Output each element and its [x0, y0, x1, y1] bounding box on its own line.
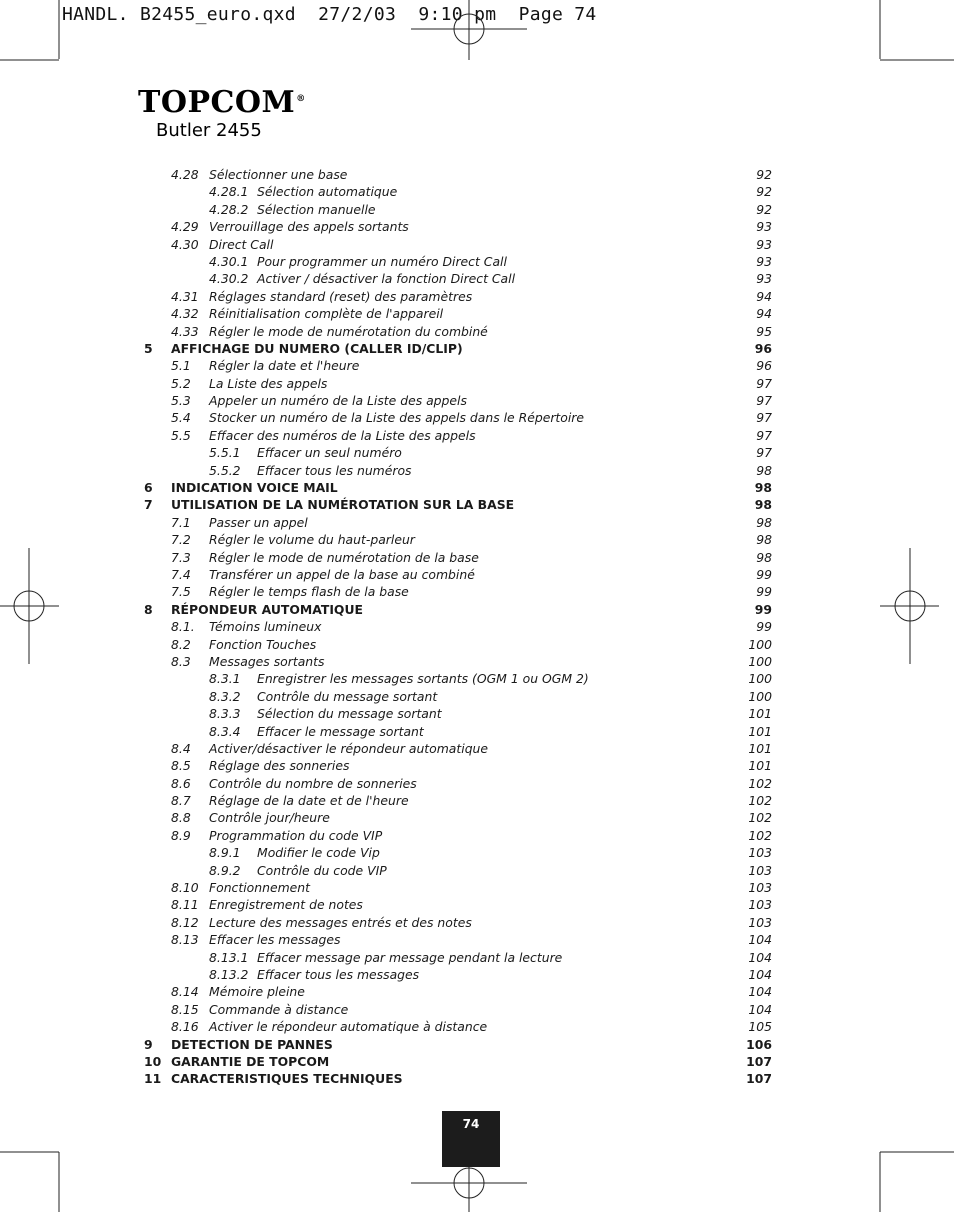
toc-entry — [0, 566, 954, 583]
toc-entry-num: 8.1. — [171, 619, 195, 635]
toc-entry — [0, 844, 954, 861]
toc-entry-title: Lecture des messages entrés et des notes — [209, 914, 472, 930]
toc-entry-title: Contrôle du code VIP — [257, 862, 387, 878]
toc-entry-num: 8.3.1 — [209, 671, 241, 687]
toc-entry-title: Effacer tous les numéros — [257, 462, 412, 478]
toc-entry — [0, 723, 954, 740]
toc-entry-num: 4.30 — [171, 236, 199, 252]
toc-entry-page: 97 — [756, 427, 772, 443]
page-number: 74 — [462, 1117, 480, 1131]
toc-entry-num: 11 — [144, 1071, 162, 1087]
toc-entry — [0, 705, 954, 722]
toc-entry-title: Fonction Touches — [209, 636, 317, 652]
toc-entry-title: Réglage de la date et de l'heure — [209, 793, 409, 809]
toc-entry-page: 98 — [754, 497, 772, 513]
toc-entry — [0, 879, 954, 896]
toc-entry-num: 4.28.2 — [209, 201, 249, 217]
toc-entry — [0, 757, 954, 774]
toc-entry-page: 103 — [748, 914, 772, 930]
toc-entry — [0, 549, 954, 566]
toc-entry-num: 8.9 — [171, 827, 191, 843]
toc-entry-title: AFFICHAGE DU NUMERO (CALLER ID/CLIP) — [171, 340, 463, 356]
toc-entry-num: 4.29 — [171, 219, 199, 235]
toc-entry-title: Effacer un seul numéro — [257, 445, 402, 461]
toc-entry-num: 8.12 — [171, 914, 199, 930]
toc-entry — [0, 914, 954, 931]
toc-entry-title: UTILISATION DE LA NUMÉROTATION SUR LA BASE — [171, 497, 515, 513]
toc-entry-num: 8.4 — [171, 740, 191, 756]
toc-entry — [0, 357, 954, 374]
toc-entry-num: 5.5 — [171, 427, 191, 443]
toc-entry-title: Pour programmer un numéro Direct Call — [257, 253, 507, 269]
toc-entry-num: 5.2 — [171, 375, 191, 391]
toc-entry — [0, 775, 954, 792]
toc-entry-title: Contrôle jour/heure — [209, 810, 330, 826]
toc-entry-title: Programmation du code VIP — [209, 827, 383, 843]
toc-entry — [0, 218, 954, 235]
toc-entry-num: 4.30.2 — [209, 271, 249, 287]
table-of-contents — [0, 166, 954, 1088]
toc-entry-num: 7.3 — [171, 549, 191, 565]
toc-entry — [0, 270, 954, 287]
toc-entry-num: 8.13.1 — [209, 949, 249, 965]
toc-entry-num: 7.4 — [171, 566, 191, 582]
toc-entry-page: 101 — [748, 706, 772, 722]
toc-entry-title: Direct Call — [209, 236, 274, 252]
toc-entry — [0, 949, 954, 966]
toc-entry — [0, 983, 954, 1000]
toc-entry-num: 8.8 — [171, 810, 191, 826]
toc-entry-num: 8.6 — [171, 775, 191, 791]
toc-entry — [0, 1053, 954, 1070]
topcom-logo — [138, 85, 306, 120]
toc-entry — [0, 896, 954, 913]
toc-entry-num: 5.5.1 — [209, 445, 241, 461]
toc-entry-num: 8.13.2 — [209, 966, 249, 982]
toc-entry — [0, 670, 954, 687]
toc-entry-title: Enregistrer les messages sortants (OGM 1 ou OGM 2) — [257, 671, 589, 687]
toc-entry-title: Verrouillage des appels sortants — [209, 219, 409, 235]
toc-entry-page: 103 — [748, 897, 772, 913]
toc-entry-title: Commande à distance — [209, 1001, 349, 1017]
toc-entry-page: 94 — [756, 288, 772, 304]
toc-entry-title: Modifier le code Vip — [257, 845, 380, 861]
toc-entry — [0, 288, 954, 305]
toc-entry-title: Stocker un numéro de la Liste des appels dans le Répertoire — [209, 410, 585, 426]
toc-entry-page: 92 — [756, 201, 772, 217]
toc-entry-title: Effacer tous les messages — [257, 966, 420, 982]
toc-entry-page: 98 — [756, 514, 772, 530]
toc-entry-page: 95 — [756, 323, 772, 339]
toc-entry-page: 103 — [748, 880, 772, 896]
toc-entry — [0, 740, 954, 757]
toc-entry-title: RÉPONDEUR AUTOMATIQUE — [171, 601, 363, 617]
toc-entry — [0, 1001, 954, 1018]
toc-entry-title: Activer/désactiver le répondeur automatique — [209, 740, 489, 756]
toc-entry-title: Effacer le message sortant — [257, 723, 424, 739]
toc-entry — [0, 862, 954, 879]
toc-entry — [0, 253, 954, 270]
toc-entry-page: 93 — [756, 271, 772, 287]
toc-entry-page: 100 — [748, 653, 772, 669]
toc-entry-page: 104 — [748, 1001, 772, 1017]
toc-entry-title: Appeler un numéro de la Liste des appels — [209, 393, 467, 409]
toc-entry-title: Régler le temps flash de la base — [209, 584, 409, 600]
toc-entry-page: 93 — [756, 219, 772, 235]
toc-entry-num: 8.9.2 — [209, 862, 241, 878]
toc-entry-title: INDICATION VOICE MAIL — [171, 480, 338, 496]
toc-entry — [0, 166, 954, 183]
toc-entry-title: Réglage des sonneries — [209, 758, 350, 774]
toc-entry — [0, 427, 954, 444]
toc-entry — [0, 409, 954, 426]
toc-entry-num: 8.3.4 — [209, 723, 241, 739]
toc-entry — [0, 444, 954, 461]
toc-entry-title: Messages sortants — [209, 653, 325, 669]
toc-entry-title: Effacer message par message pendant la lecture — [257, 949, 563, 965]
toc-entry-page: 96 — [754, 340, 772, 356]
toc-entry — [0, 618, 954, 635]
toc-entry-num: 8.2 — [171, 636, 191, 652]
toc-entry-title: La Liste des appels — [209, 375, 328, 391]
toc-entry-num: 7.2 — [171, 532, 191, 548]
toc-entry-title: DETECTION DE PANNES — [171, 1036, 333, 1052]
toc-entry — [0, 966, 954, 983]
toc-entry-title: Régler le volume du haut-parleur — [209, 532, 415, 548]
toc-entry — [0, 931, 954, 948]
toc-entry-page: 98 — [756, 532, 772, 548]
toc-entry — [0, 827, 954, 844]
toc-entry-page: 99 — [756, 566, 772, 582]
toc-entry-title: Sélectionner une base — [209, 167, 348, 182]
toc-entry — [0, 583, 954, 600]
toc-entry-num: 8.3.3 — [209, 706, 241, 722]
toc-entry — [0, 392, 954, 409]
toc-entry-num: 8 — [144, 601, 153, 617]
toc-entry-num: 7.5 — [171, 584, 191, 600]
toc-entry-num: 8.16 — [171, 1019, 199, 1035]
toc-entry-page: 99 — [756, 584, 772, 600]
toc-entry-title: Régler le mode de numérotation de la base — [209, 549, 479, 565]
toc-entry-num: 5 — [144, 340, 153, 356]
toc-entry-title: Sélection manuelle — [257, 201, 376, 217]
toc-entry-page: 97 — [756, 410, 772, 426]
toc-entry-page: 97 — [756, 393, 772, 409]
toc-entry — [0, 201, 954, 218]
toc-entry-page: 97 — [756, 445, 772, 461]
page-number-box — [442, 1111, 500, 1167]
toc-entry-num: 5.1 — [171, 358, 191, 374]
toc-entry-title: GARANTIE DE TOPCOM — [171, 1053, 330, 1069]
toc-entry — [0, 183, 954, 200]
toc-entry-title: Mémoire pleine — [209, 984, 305, 1000]
toc-entry-num: 4.28 — [171, 167, 199, 182]
toc-entry-page: 101 — [748, 740, 772, 756]
toc-entry-num: 7.1 — [171, 514, 191, 530]
toc-entry-num: 8.14 — [171, 984, 199, 1000]
toc-entry-num: 4.33 — [171, 323, 199, 339]
toc-entry-num: 8.3.2 — [209, 688, 241, 704]
toc-entry-page: 101 — [748, 723, 772, 739]
toc-entry — [0, 496, 954, 513]
toc-entry-num: 8.5 — [171, 758, 191, 774]
toc-entry-title: Activer / désactiver la fonction Direct Call — [257, 271, 516, 287]
toc-entry-page: 99 — [756, 619, 772, 635]
toc-entry-num: 6 — [144, 480, 153, 496]
toc-entry-title: Contrôle du nombre de sonneries — [209, 775, 417, 791]
print-slug: HANDL. B2455_euro.qxd 27/2/03 9:10 pm Page 74 — [62, 4, 597, 25]
toc-entry-page: 104 — [748, 932, 772, 948]
toc-entry — [0, 514, 954, 531]
toc-entry-num: 8.15 — [171, 1001, 199, 1017]
toc-entry-title: Enregistrement de notes — [209, 897, 363, 913]
toc-entry-title: Régler le mode de numérotation du combiné — [209, 323, 488, 339]
toc-entry — [0, 1070, 954, 1087]
toc-entry-page: 100 — [748, 688, 772, 704]
toc-entry-num: 5.4 — [171, 410, 191, 426]
toc-entry — [0, 479, 954, 496]
toc-entry-title: Fonctionnement — [209, 880, 310, 896]
toc-entry — [0, 375, 954, 392]
toc-entry-num: 4.31 — [171, 288, 199, 304]
toc-entry-page: 104 — [748, 949, 772, 965]
toc-entry-num: 5.3 — [171, 393, 191, 409]
toc-entry-page: 105 — [748, 1019, 772, 1035]
toc-entry — [0, 688, 954, 705]
toc-entry-title: Témoins lumineux — [209, 619, 322, 635]
logo-text: TOPCOM — [138, 85, 296, 120]
toc-entry-page: 92 — [756, 167, 772, 182]
toc-entry-num: 8.10 — [171, 880, 199, 896]
toc-entry-page: 98 — [754, 480, 772, 496]
toc-entry-title: Passer un appel — [209, 514, 308, 530]
toc-entry-num: 10 — [144, 1053, 162, 1069]
toc-entry-page: 104 — [748, 984, 772, 1000]
toc-entry — [0, 323, 954, 340]
toc-entry — [0, 1018, 954, 1035]
toc-entry-page: 107 — [746, 1071, 772, 1087]
toc-entry-num: 7 — [144, 497, 153, 513]
toc-entry-title: Effacer les messages — [209, 932, 341, 948]
toc-entry-title: Régler la date et l'heure — [209, 358, 360, 374]
toc-entry-num: 4.30.1 — [209, 253, 249, 269]
toc-entry — [0, 236, 954, 253]
trademark-symbol: ® — [296, 94, 306, 104]
toc-entry-page: 96 — [756, 358, 772, 374]
toc-entry-page: 102 — [748, 775, 772, 791]
toc-entry-title: CARACTERISTIQUES TECHNIQUES — [171, 1071, 403, 1087]
toc-entry-num: 8.13 — [171, 932, 199, 948]
toc-entry-page: 104 — [748, 966, 772, 982]
toc-entry-num: 8.3 — [171, 653, 191, 669]
model-name: Butler 2455 — [156, 120, 262, 141]
toc-entry-page: 97 — [756, 375, 772, 391]
toc-entry-page: 106 — [746, 1036, 772, 1052]
toc-entry-page: 98 — [756, 549, 772, 565]
toc-entry-page: 100 — [748, 671, 772, 687]
toc-entry-page: 107 — [746, 1053, 772, 1069]
toc-entry-page: 103 — [748, 862, 772, 878]
toc-entry-title: Sélection du message sortant — [257, 706, 442, 722]
toc-entry-num: 5.5.2 — [209, 462, 241, 478]
toc-entry — [0, 809, 954, 826]
toc-entry — [0, 636, 954, 653]
toc-entry-title: Réglages standard (reset) des paramètres — [209, 288, 473, 304]
toc-entry-page: 100 — [748, 636, 772, 652]
toc-entry-title: Sélection automatique — [257, 184, 398, 200]
toc-entry — [0, 531, 954, 548]
toc-entry — [0, 653, 954, 670]
toc-entry-page: 101 — [748, 758, 772, 774]
toc-entry-page: 99 — [754, 601, 772, 617]
toc-entry-page: 98 — [756, 462, 772, 478]
toc-entry-title: Réinitialisation complète de l'appareil — [209, 306, 444, 322]
toc-entry-page: 93 — [756, 236, 772, 252]
toc-entry — [0, 340, 954, 357]
toc-entry-page: 93 — [756, 253, 772, 269]
toc-entry-title: Effacer des numéros de la Liste des appels — [209, 427, 476, 443]
toc-entry-num: 8.11 — [171, 897, 199, 913]
toc-entry-title: Contrôle du message sortant — [257, 688, 438, 704]
toc-entry-num: 4.32 — [171, 306, 199, 322]
toc-entry-page: 102 — [748, 793, 772, 809]
toc-entry — [0, 305, 954, 322]
toc-entry-page: 102 — [748, 810, 772, 826]
toc-entry-title: Activer le répondeur automatique à distance — [209, 1019, 488, 1035]
toc-entry-num: 8.9.1 — [209, 845, 241, 861]
toc-entry-page: 102 — [748, 827, 772, 843]
toc-entry-page: 94 — [756, 306, 772, 322]
toc-entry-num: 4.28.1 — [209, 184, 249, 200]
toc-entry-page: 92 — [756, 184, 772, 200]
toc-entry-title: Transférer un appel de la base au combiné — [209, 566, 475, 582]
toc-entry — [0, 601, 954, 618]
toc-entry — [0, 792, 954, 809]
toc-entry — [0, 1036, 954, 1053]
toc-entry-num: 8.7 — [171, 793, 191, 809]
toc-entry-page: 103 — [748, 845, 772, 861]
toc-entry-num: 9 — [144, 1036, 153, 1052]
toc-entry — [0, 462, 954, 479]
